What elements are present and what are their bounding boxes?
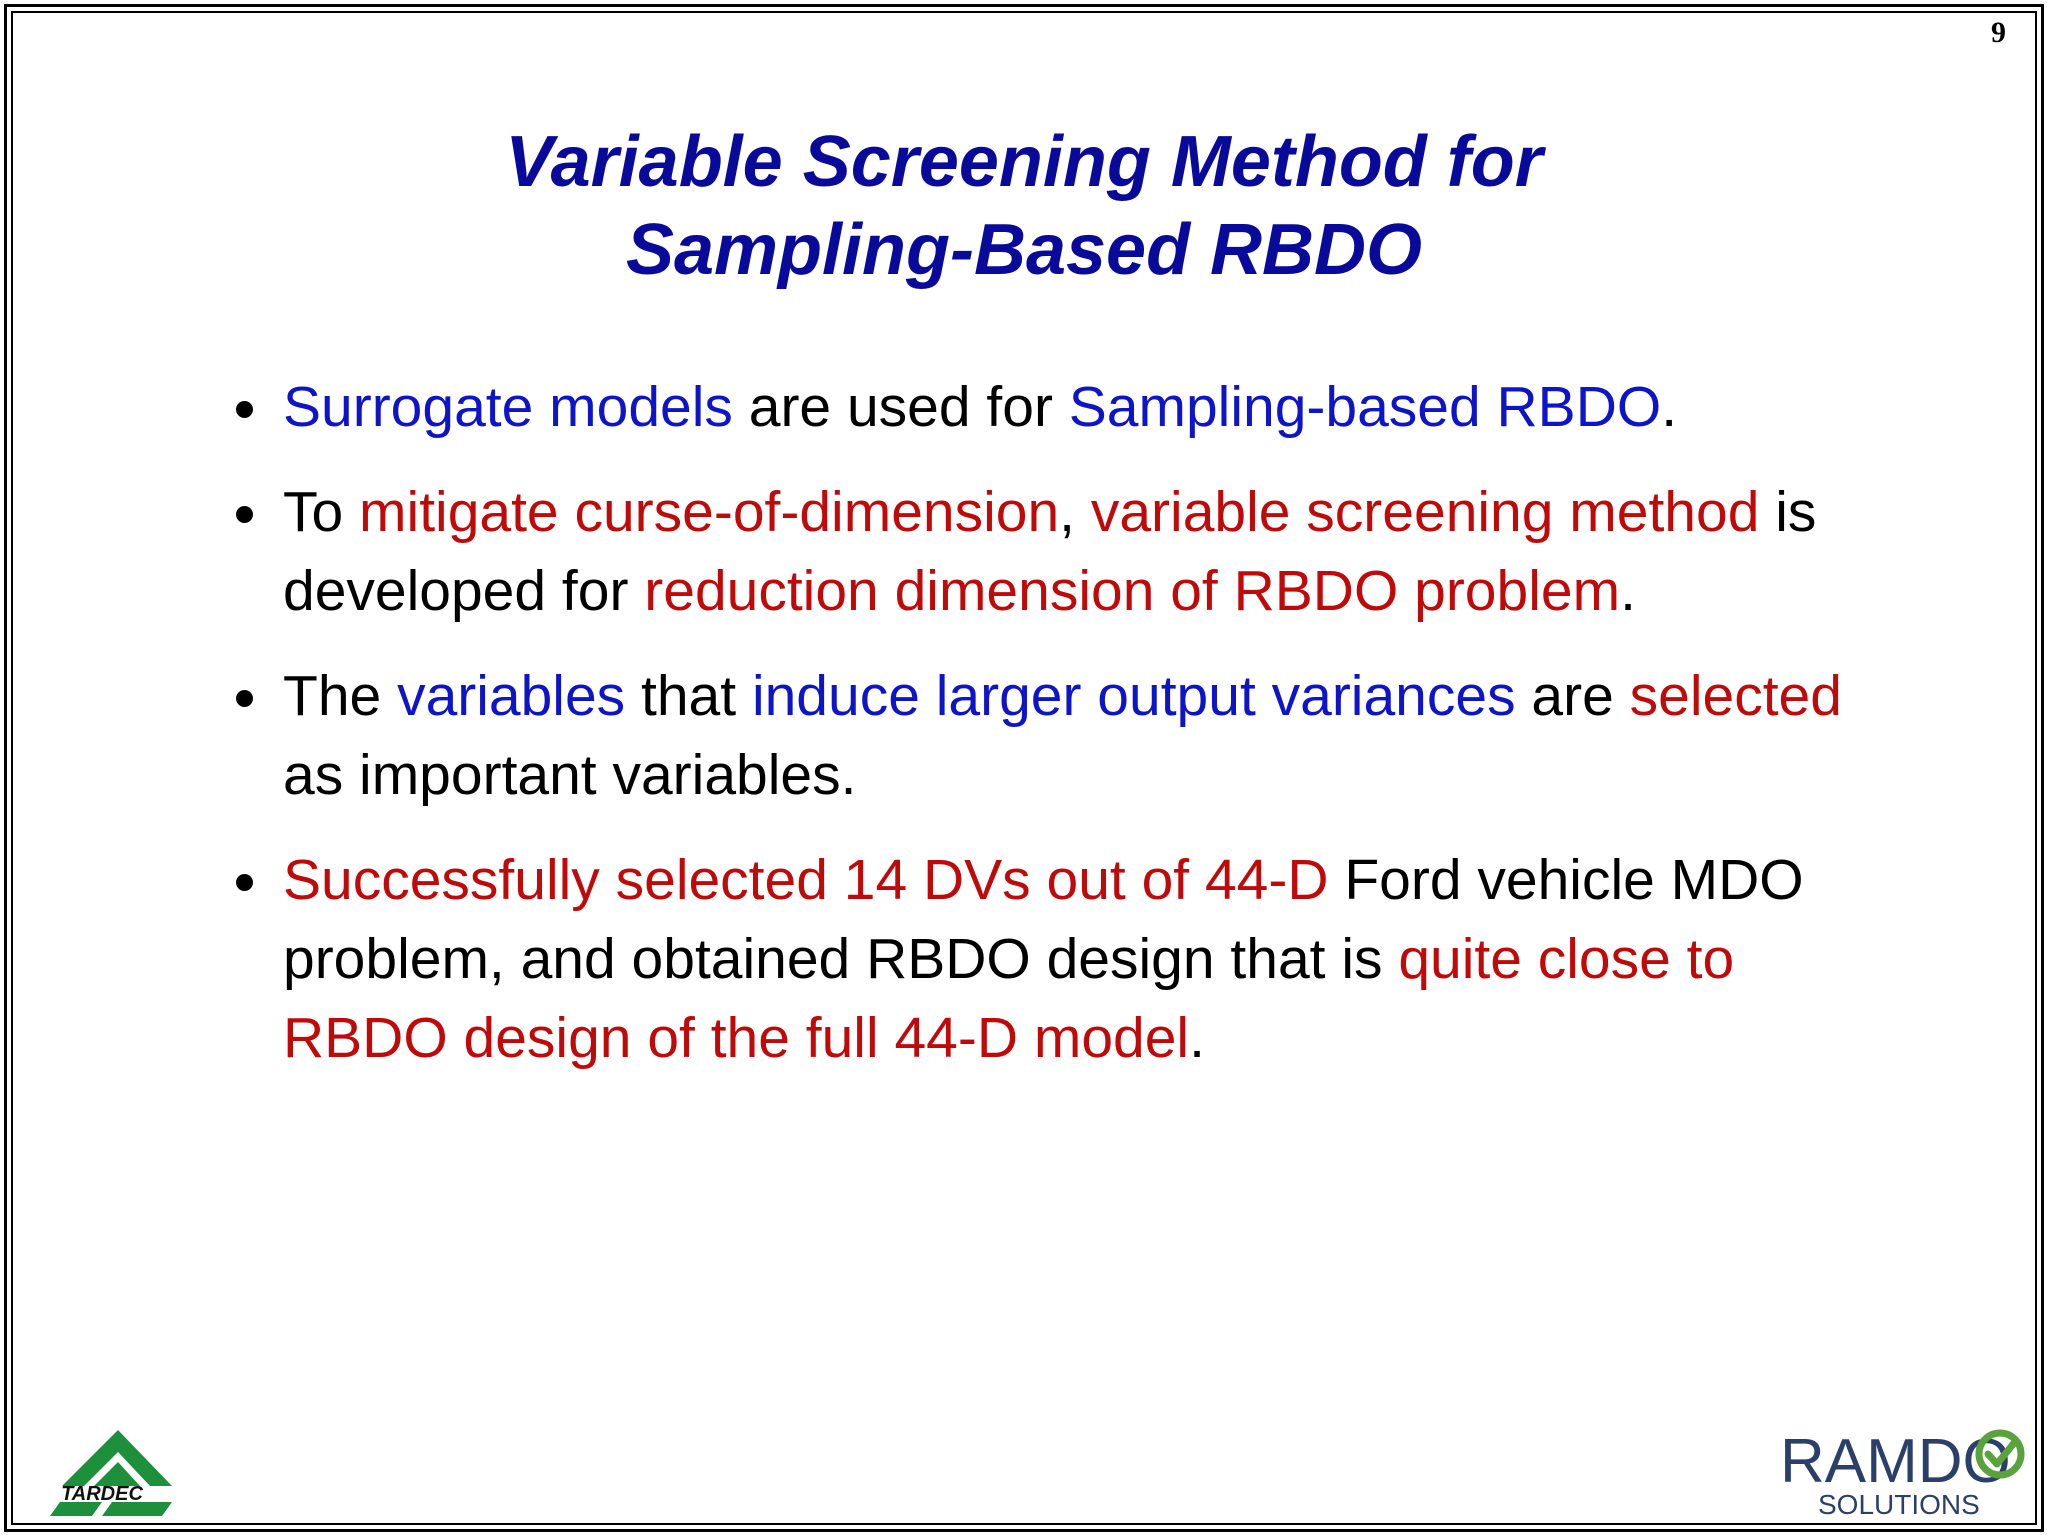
bullet-text-segment: that — [625, 664, 752, 728]
bullet-dot-icon — [236, 874, 253, 891]
bullet-text-segment: variable screening method — [1090, 480, 1760, 544]
bullet-dot-icon — [236, 401, 253, 418]
ramdo-logo-subtext: SOLUTIONS — [1818, 1489, 1980, 1520]
bullet-text-segment: reduction dimension of RBDO problem — [644, 559, 1621, 623]
bullet-text-segment: are — [1515, 664, 1630, 728]
bullet-text-segment: To — [283, 480, 360, 544]
bullet-text-segment: Successfully selected 14 DVs out of 44-D — [283, 848, 1329, 912]
bullet-item — [230, 841, 1880, 1078]
bullet-text-segment: mitigate curse-of-dimension — [359, 480, 1060, 544]
bullet-item — [230, 657, 1880, 815]
bullet-text-segment: . — [1661, 375, 1678, 439]
ramdo-logo-icon — [1778, 1420, 2028, 1520]
ramdo-logo-text: RAMDO — [1780, 1427, 2011, 1496]
bullet-text-segment: is developed for — [283, 480, 1817, 623]
bullet-item — [230, 368, 1880, 447]
tardec-logo-text: TARDEC — [61, 1483, 143, 1505]
bullet-text-segment: are used for — [732, 375, 1069, 439]
bullet-text-segment: variables — [397, 664, 626, 728]
bullet-list — [230, 368, 1880, 1104]
slide-title-line-1: Variable Screening Method for — [505, 122, 1543, 202]
slide-title — [0, 118, 2048, 294]
bullet-text-segment: as important variables. — [283, 743, 857, 807]
bullet-text-segment: Surrogate models — [283, 375, 733, 439]
slide-title-line-2: Sampling-Based RBDO — [625, 210, 1423, 290]
bullet-item — [230, 473, 1880, 631]
bullet-text-segment: Ford vehicle MDO problem, and obtained RBDO design that is — [283, 848, 1804, 991]
bullet-text-segment: induce larger output variances — [751, 664, 1516, 728]
bullet-text-segment: The — [283, 664, 398, 728]
bullet-dot-icon — [236, 690, 253, 707]
bullet-text-segment: . — [1620, 559, 1636, 623]
bullet-text-segment: Sampling-based RBDO — [1068, 375, 1662, 439]
page-number: 9 — [1991, 16, 2006, 49]
bullet-text-segment: quite close to RBDO design of the full 44-D model — [283, 927, 1735, 1070]
bullet-text-segment: . — [1189, 1006, 1205, 1070]
bullet-text-segment: selected — [1629, 664, 1842, 728]
bullet-text-segment: , — [1059, 480, 1091, 544]
tardec-logo-icon — [22, 1422, 182, 1518]
bullet-dot-icon — [236, 506, 253, 523]
